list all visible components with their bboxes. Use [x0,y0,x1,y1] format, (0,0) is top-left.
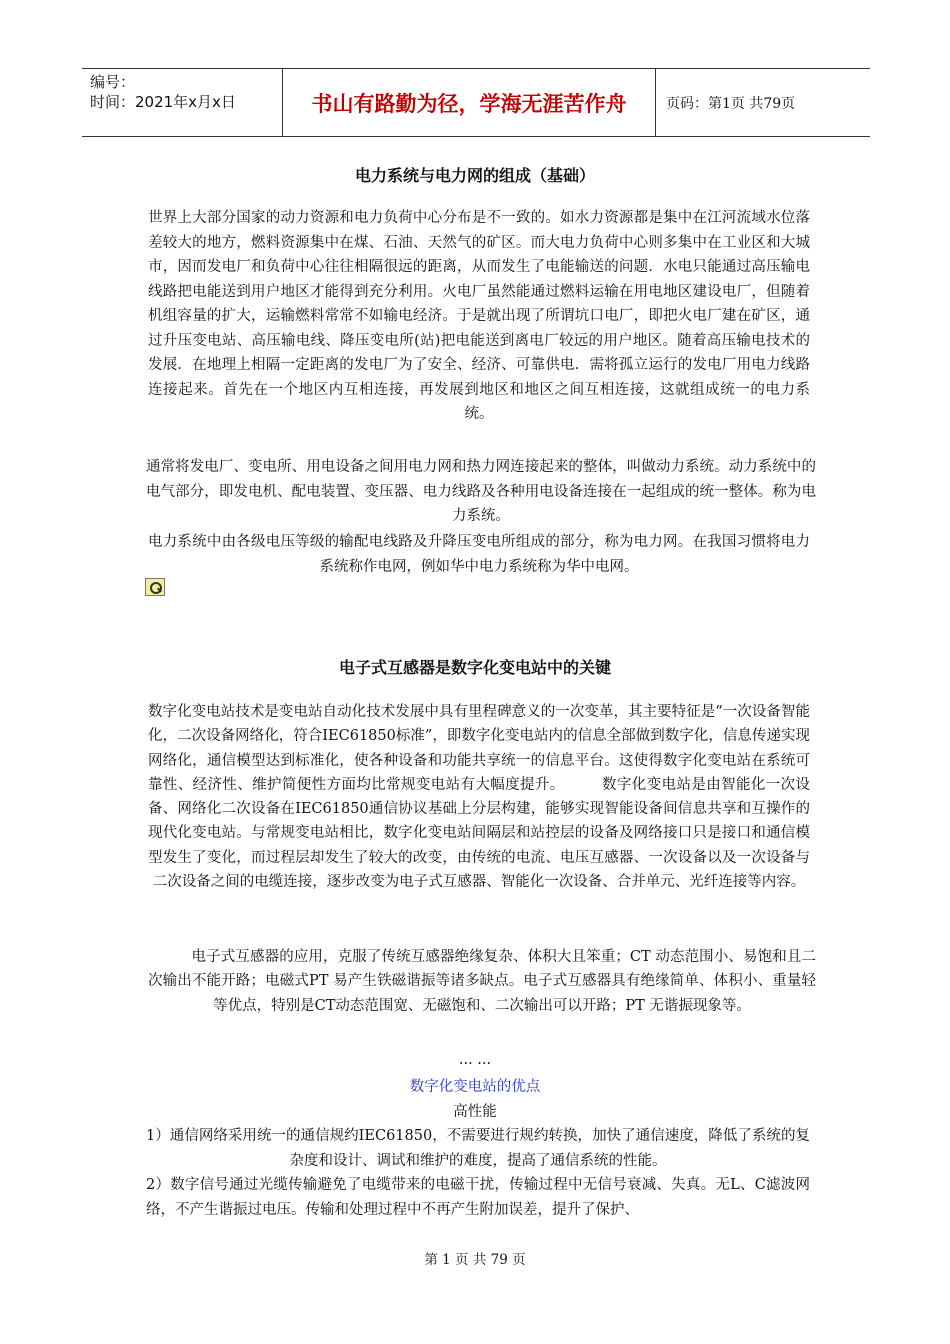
section1-paragraph-1: 世界上大部分国家的动力资源和电力负荷中心分布是不一致的。如水力资源都是集中在江河流域水位落差较大的地方，燃料资源集中在煤、石油、天然气的矿区。而大电力负荷中心则多集中在工业区和大城市，因而发电厂和负荷中心往往相隔很远的距离，从而发生了电能输送的问题．水电只能通过高压输电线路把电能送到用户地区才能得到充分利用。火电厂虽然能通过燃料运输在用电地区建设电厂，但随着机组容量的扩大，运输燃料常常不如输电经济。于是就出现了所谓坑口电厂，即把火电厂建在矿区，通过升压变电站、高压输电线、降压变电所(站)把电能送到离电厂较远的用户地区。随着高压输电技术的发展．在地理上相隔一定距离的发电厂为了安全、经济、可靠供电．需将孤立运行的发电厂用电力线路连接起来。首先在一个地区内互相连接，再发展到地区和地区之间互相连接，这就组成统一的电力系统。 [148,210,810,422]
section2-paragraph-1: 数字化变电站技术是变电站自动化技术发展中具有里程碑意义的一次变革，其主要特征是“一次设备智能化，二次设备网络化，符合IEC61850标准”，即数字化变电站内的信息全部做到数字化，信息传递实现网络化，通信模型达到标准化，使各种设备和功能共享统一的信息平台。这使得数字化变电站在系统可靠性、经济性、维护简便性方面均比常规变电站有大幅度提升。 数字化变电站是由智能化一次设备、网络化二次设备在IEC61850通信协议基础上分层构建，能够实现智能设备间信息共享和互操作的现代化变电站。与常规变电站相比，数字化变电站间隔层和站控层的设备及网络接口只是接口和通信模型发生了变化，而过程层却发生了较大的改变，由传统的电流、电压互感器、一次设备以及一次设备与二次设备之间的电缆连接，逐步改变为电子式互感器、智能化一次设备、合并单元、光纤连接等内容。 [148,704,810,891]
advantage-item-2: 2）数字信号通过光缆传输避免了电缆带来的电磁干扰，传输过程中无信号衰减、失真。无L、C滤波网络，不产生谐振过电压。传输和处理过程中不再产生附加误差，提升了保护、 [146,1177,810,1218]
advantages-heading [0,1075,950,1096]
header-time-label: 时间：2021年x月x日 [90,93,236,111]
header-page-info: 页码：第1页 共79页 [666,95,796,112]
advantages-link[interactable]: 数字化变电站 [409,1079,497,1095]
section1-paragraph-2: 通常将发电厂、变电所、用电设备之间用电力网和热力网连接起来的整体，叫做动力系统。动力系统中的电气部分，即发电机、配电装置、变压器、电力线路及各种用电设备连接在一起组成的统一整体。称为电力系统。 [146,459,816,524]
section1-title: 电力系统与电力网的组成（基础） [354,166,595,185]
header-number-label: 编号： [90,73,136,91]
advantages-suffix: 的优点 [496,1079,541,1095]
attachment-icon[interactable] [145,578,165,596]
header-motto: 书山有路勤为径，学海无涯苦作舟 [282,69,656,136]
header-meta [82,69,280,136]
ellipsis: ... ... [458,1052,492,1068]
page-header [82,68,870,137]
advantage-item-1: 1）通信网络采用统一的通信规约IEC61850，不需要进行规约转换，加快了通信速度，降低了系统的复杂度和设计、调试和维护的难度，提高了通信系统的性能。 [146,1128,810,1169]
section1-paragraph-3: 电力系统中由各级电压等级的输配电线路及升降压变电所组成的部分，称为电力网。在我国习惯将电力系统称作电网，例如华中电力系统称为华中电网。 [148,534,810,575]
page-footer: 第 1 页 共 79 页 [424,1252,526,1268]
section2-paragraph-2: 电子式互感器的应用，克服了传统互感器绝缘复杂、体积大且笨重；CT 动态范围小、易饱和且二次输出不能开路；电磁式PT 易产生铁磁谐振等诸多缺点。电子式互感器具有绝缘简单、体积小、重量轻等优点，特别是CT动态范围宽、无磁饱和、二次输出可以开路；PT 无谐振现象等。 [148,949,816,1014]
subheading-performance: 高性能 [453,1104,497,1120]
section2-title: 电子式互感器是数字化变电站中的关键 [338,658,611,677]
